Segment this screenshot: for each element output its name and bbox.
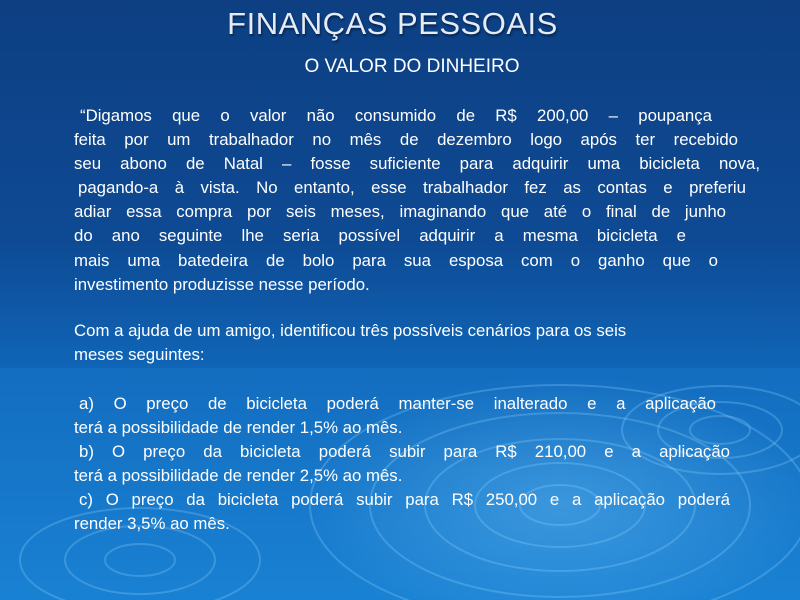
scenario-line: a) O preço de bicicleta poderá manter-se inalterado e a aplicação xyxy=(79,394,716,413)
text-line: Com a ajuda de um amigo, identificou três possíveis cenários para os seis xyxy=(74,321,627,340)
text-line: meses seguintes: xyxy=(74,345,205,365)
slide-subtitle: O VALOR DO DINHEIRO xyxy=(304,56,520,77)
scenario-line: render 3,5% ao mês. xyxy=(74,514,230,534)
scenario-line: b) O preço da bicicleta poderá subir para R$ 210,00 e a aplicação xyxy=(79,442,730,462)
text-line: do ano seguinte lhe seria possível adquirir a mesma bicicleta e xyxy=(74,226,686,246)
scenario-list xyxy=(74,392,760,537)
scenario-line: terá a possibilidade de render 1,5% ao mês. xyxy=(74,418,403,438)
text-line: mais uma batedeira de bolo para sua esposa com o ganho que o xyxy=(74,250,718,270)
text-line: feita por um trabalhador no mês de dezembro logo após ter recebido xyxy=(74,130,738,150)
text-line: pagando-a à vista. No entanto, esse trabalhador fez as contas e preferiu xyxy=(78,178,746,198)
text-line: seu abono de Natal – fosse suficiente para adquirir uma bicicleta nova, xyxy=(74,154,760,174)
context-paragraph xyxy=(74,319,760,367)
scenario-line: c) O preço da bicicleta poderá subir para R$ 250,00 e a aplicação poderá xyxy=(79,490,730,510)
text-line: adiar essa compra por seis meses, imaginando que até o final de junho xyxy=(74,202,726,222)
slide-title: FINANÇAS PESSOAIS xyxy=(227,6,558,41)
text-line: investimento produzisse nesse período. xyxy=(74,274,370,294)
scenario-line: terá a possibilidade de render 2,5% ao mês. xyxy=(74,466,403,486)
intro-paragraph xyxy=(74,104,760,297)
text-line: “Digamos que o valor não consumido de R$ 200,00 – poupança xyxy=(80,106,712,125)
